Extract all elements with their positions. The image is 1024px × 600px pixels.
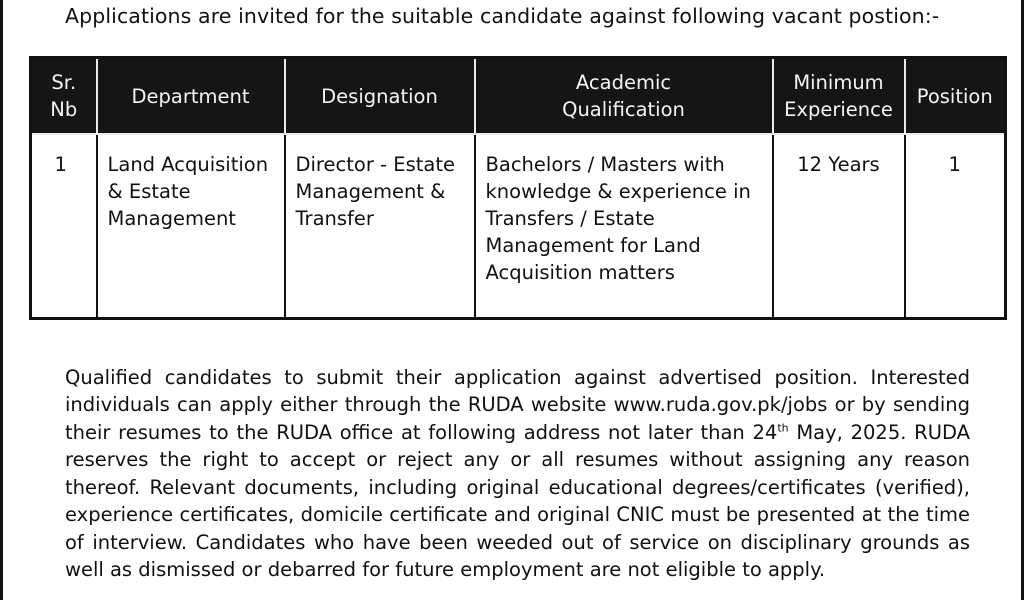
intro-text: Applications are invited for the suitable candidate against following vacant postion:-: [65, 4, 940, 28]
instructions-text-part2: May, 2025. RUDA reserves the right to accept or reject any or all resumes without assigning any reason thereof. Relevant documents, including original educational degrees/certificates (verified), experience certificates, domicile certificate and original CNIC must be presented at the time of interview. Candidates who have been weeded out of service on disciplinary grounds as well as dismissed or debarred for future employment are not eligible to apply.: [65, 420, 970, 581]
header-qualification: Academic Qualification: [475, 58, 773, 135]
ordinal-suffix: th: [777, 421, 789, 434]
cell-designation: Director - Estate Management & Transfer: [285, 134, 475, 319]
cell-qualification: Bachelors / Masters with knowledge & experience in Transfers / Estate Management for Land Acquisition matters: [475, 134, 773, 319]
instructions-paragraph: [65, 364, 970, 584]
cell-department: Land Acquisition & Estate Management: [97, 134, 285, 319]
table-row: [31, 134, 1006, 319]
header-position: Position: [905, 58, 1006, 135]
vacancy-table: [29, 56, 1007, 320]
header-department: Department: [97, 58, 285, 135]
header-experience: Minimum Experience: [773, 58, 905, 135]
table-header-row: [31, 58, 1006, 135]
header-sr-no: Sr. Nb: [31, 58, 97, 135]
cell-sr-no: 1: [31, 134, 97, 319]
header-designation: Designation: [285, 58, 475, 135]
cell-experience: 12 Years: [773, 134, 905, 319]
cell-position: 1: [905, 134, 1006, 319]
instructions-text-part1: Qualified candidates to submit their application against advertised position. Interested individuals can apply either through the RUDA website www.ruda.gov.pk/jobs or by sending their resumes to the RUDA office at following address not later than 24: [65, 365, 970, 444]
